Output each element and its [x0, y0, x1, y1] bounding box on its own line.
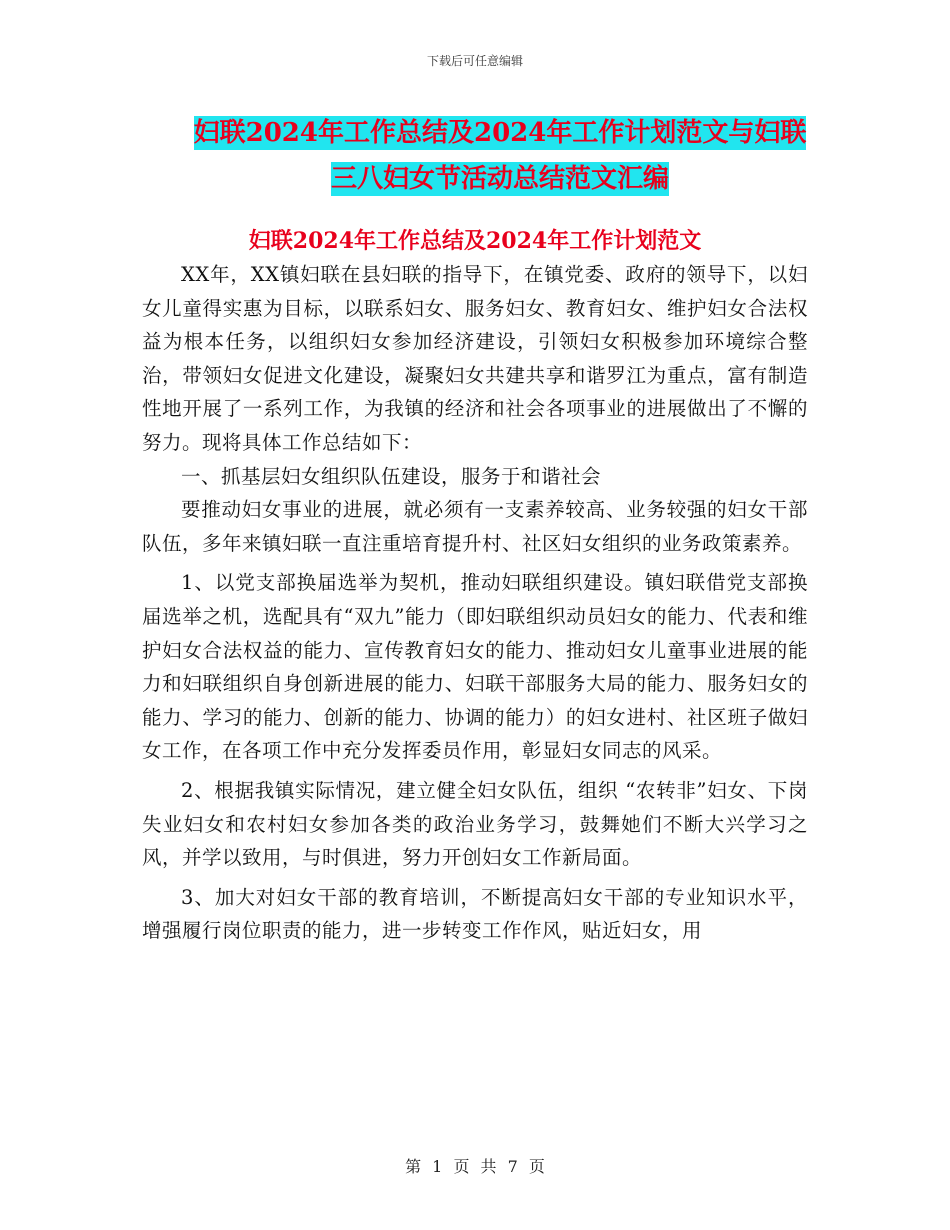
document-main-title — [180, 110, 820, 202]
main-title-line-1 — [180, 110, 820, 156]
main-title-line-1-text: 妇联2024年工作总结及2024年工作计划范文与妇联 — [193, 118, 807, 148]
main-title-line-2-text: 三八妇女节活动总结范文汇编 — [330, 164, 669, 194]
paragraph-item-2: 2、根据我镇实际情况，建立健全妇女队伍，组织 “农转非”妇女、下岗失业妇女和农村妇女参加各类的政治业务学习，鼓舞她们不断大兴学习之风，并学以致用，与时俱进，努力开创妇女工作新局面。 — [142, 778, 808, 870]
document-body — [142, 258, 808, 948]
main-title-line-2 — [180, 156, 820, 202]
paragraph-2: 要推动妇女事业的进展，就必须有一支素养较高、业务较强的妇女干部队伍，多年来镇妇联一直注重培育提升村、社区妇女组织的业务政策素养。 — [142, 498, 808, 555]
paragraph-item-1: 1、以党支部换届选举为契机，推动妇联组织建设。镇妇联借党支部换届选举之机，选配具有“双九”能力（即妇联组织动员妇女的能力、代表和维护妇女合法权益的能力、宣传教育妇女的能力、推动妇女儿童事业进展的能力和妇联组织自身创新进展的能力、妇联干部服务大局的能力、服务妇女的能力、学习的能力、创新的能力、协调的能力）的妇女进村、社区班子做妇女工作，在各项工作中充分发挥委员作用，彰显妇女同志的风采。 — [142, 571, 808, 763]
section-title: 妇联2024年工作总结及2024年工作计划范文 — [248, 228, 702, 254]
page-footer: 第 1 页 共 7 页 — [405, 1157, 545, 1176]
paragraph-item-3: 3、加大对妇女干部的教育培训，不断提高妇女干部的专业知识水平，增强履行岗位职责的能力，进一步转变工作作风，贴近妇女，用 — [142, 885, 808, 943]
header-note: 下载后可任意编辑 — [426, 54, 523, 68]
paragraph-intro: XX年，XX镇妇联在县妇联的指导下，在镇党委、政府的领导下，以妇女儿童得实惠为目标，以联系妇女、服务妇女、教育妇女、维护妇女合法权益为根本任务，以组织妇女参加经济建设，引领妇女积极参加环境综合整治，带领妇女促进文化建设，凝聚妇女共建共享和谐罗江为重点，富有制造性地开展了一系列工作，为我镇的经济和社会各项事业的进展做出了不懈的努力。现将具体工作总结如下： — [142, 263, 808, 454]
paragraph-heading-1: 一、抓基层妇女组织队伍建设，服务于和谐社会 — [181, 464, 602, 488]
